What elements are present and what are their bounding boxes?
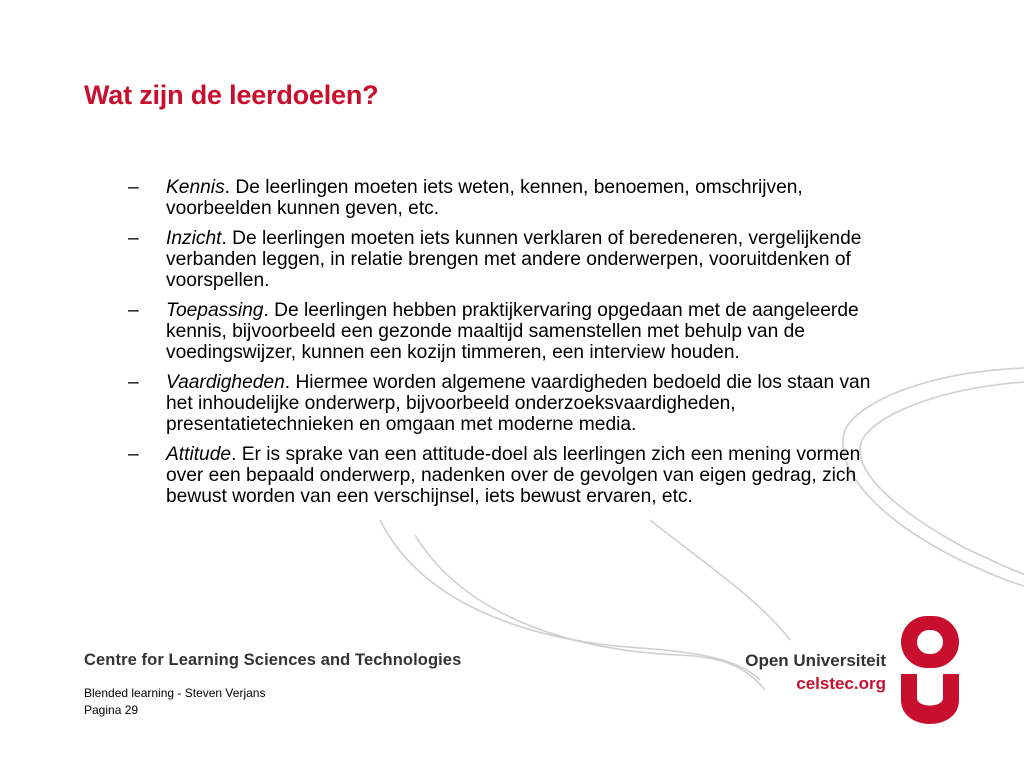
bullet-text: . De leerlingen moeten iets kunnen verklaren of beredeneren, vergelijkende verbanden leggen, in relatie brengen met andere onderwerpen, vooruitdenken of voorspellen. — [166, 228, 862, 291]
list-item — [128, 372, 888, 435]
slide-title: Wat zijn de leerdoelen? — [84, 80, 379, 110]
list-item — [128, 228, 888, 291]
page-number: Pagina 29 — [84, 703, 139, 717]
bullet-term: Kennis — [166, 177, 225, 198]
bullet-list — [128, 177, 888, 516]
bullet-term: Attitude — [166, 444, 232, 465]
presentation-label: Blended learning - Steven Verjans — [84, 686, 266, 700]
centre-name: Centre for Learning Sciences and Technologies — [84, 651, 462, 669]
bullet-text: . De leerlingen moeten iets weten, kennen, benoemen, omschrijven, voorbeelden kunnen geven, etc. — [166, 177, 803, 219]
list-item — [128, 444, 888, 507]
bullet-dash: – — [128, 300, 139, 321]
open-universiteit-logo-icon — [897, 612, 963, 728]
bullet-term: Vaardigheden — [166, 372, 285, 393]
bullet-dash: – — [128, 372, 139, 393]
bullet-dash: – — [128, 228, 139, 249]
bullet-text: . Er is sprake van een attitude-doel als leerlingen zich een mening vormen over een bepaald onderwerp, nadenken over de gevolgen van eigen gedrag, zich bewust worden van een verschijnsel, iets bewust ervaren, etc. — [166, 444, 861, 507]
bullet-dash: – — [128, 444, 139, 465]
list-item — [128, 177, 888, 219]
bullet-term: Inzicht — [166, 228, 222, 249]
university-name: Open Universiteit — [745, 651, 886, 670]
bullet-dash: – — [128, 177, 139, 198]
slide-meta — [84, 685, 265, 719]
bullet-term: Toepassing — [166, 300, 264, 321]
bullet-text: . De leerlingen hebben praktijkervaring opgedaan met de aangeleerde kennis, bijvoorbeeld een gezonde maaltijd samenstellen met behulp van de voedingswijzer, kunnen een kozijn timmeren, een interview houden. — [166, 300, 859, 363]
list-item — [128, 300, 888, 363]
bullet-text: . Hiermee worden algemene vaardigheden bedoeld die los staan van het inhoudelijke onderwerp, bijvoorbeeld onderzoeksvaardigheden, presentatietechnieken en omgaan met moderne media. — [166, 372, 871, 435]
website-link[interactable]: celstec.org — [796, 674, 886, 693]
